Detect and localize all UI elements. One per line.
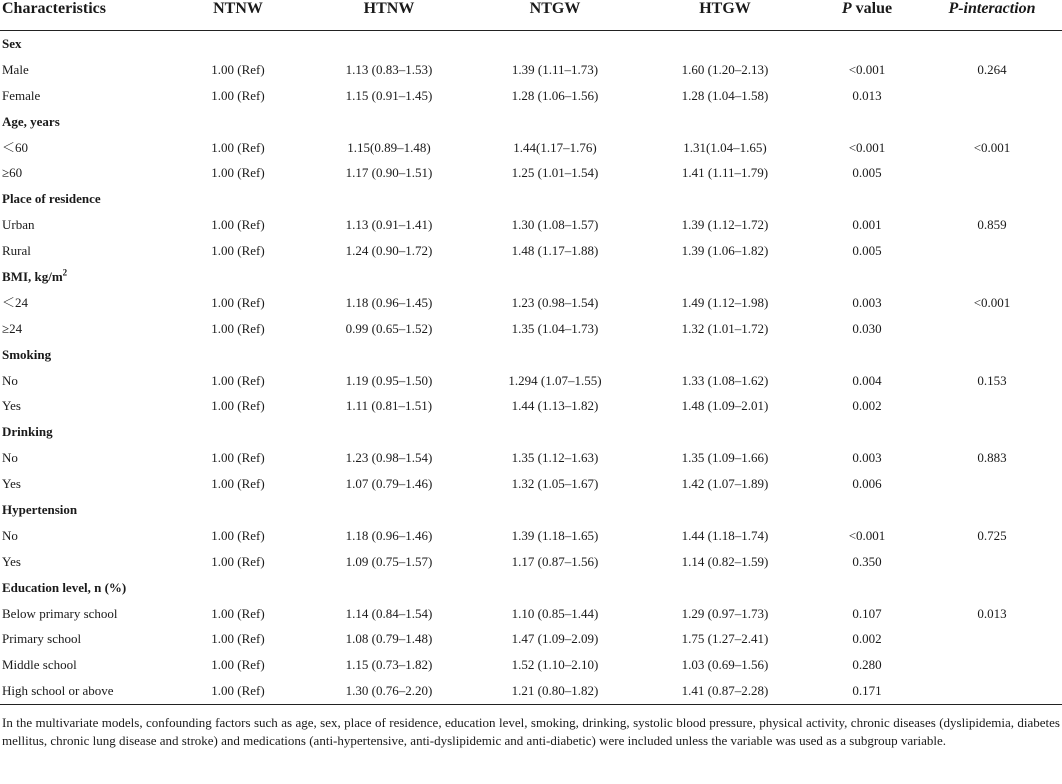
group-row-age bbox=[0, 109, 1062, 135]
cell-ntnw: 1.00 (Ref) bbox=[211, 294, 265, 310]
cell-p-value: 0.005 bbox=[852, 165, 882, 181]
cell-ntnw: 1.00 (Ref) bbox=[211, 527, 265, 543]
cell-p-interaction: 0.153 bbox=[977, 372, 1007, 388]
cell-p-interaction: 0.264 bbox=[977, 61, 1007, 77]
cell-p-value: 0.003 bbox=[852, 450, 882, 466]
cell-p-interaction: <0.001 bbox=[973, 294, 1011, 310]
cell-htgw: 1.39 (1.06–1.82) bbox=[681, 243, 769, 259]
cell-p-interaction bbox=[922, 652, 1062, 678]
cell-ntnw: 1.00 (Ref) bbox=[211, 553, 265, 569]
cell-ntgw: 1.25 (1.01–1.54) bbox=[511, 165, 599, 181]
cell-htgw: 1.28 (1.04–1.58) bbox=[681, 87, 769, 103]
group-row-smoking bbox=[0, 342, 1062, 368]
cell-p-value: 0.003 bbox=[852, 294, 882, 310]
cell-ntgw: 1.10 (0.85–1.44) bbox=[511, 605, 599, 621]
cell-htgw: 1.39 (1.12–1.72) bbox=[681, 217, 769, 233]
cell-ntgw: 1.23 (0.98–1.54) bbox=[511, 294, 599, 310]
cell-ntgw: 1.28 (1.06–1.56) bbox=[511, 87, 599, 103]
cell-ntgw: 1.39 (1.11–1.73) bbox=[511, 61, 599, 77]
group-row-sex bbox=[0, 31, 1062, 57]
cell-htnw: 1.11 (0.81–1.51) bbox=[345, 398, 433, 414]
cell-p-interaction: <0.001 bbox=[973, 139, 1011, 155]
cell-p-value: 0.006 bbox=[852, 476, 882, 492]
cell-ntnw: 1.00 (Ref) bbox=[211, 165, 265, 181]
row-label: ＜60 bbox=[2, 139, 29, 155]
col-header-ntnw: NTNW bbox=[213, 0, 263, 17]
cell-htgw: 1.75 (1.27–2.41) bbox=[681, 631, 769, 647]
table-row bbox=[0, 445, 1062, 471]
cell-htgw: 1.44 (1.18–1.74) bbox=[681, 527, 769, 543]
group-label: Sex bbox=[2, 35, 22, 51]
cell-ntnw: 1.00 (Ref) bbox=[211, 217, 265, 233]
table-row bbox=[0, 316, 1062, 342]
group-row-hypertension bbox=[0, 497, 1062, 523]
group-label: Smoking bbox=[2, 346, 52, 362]
row-label: High school or above bbox=[2, 683, 114, 699]
cell-p-value: 0.002 bbox=[852, 398, 882, 414]
cell-htnw: 1.14 (0.84–1.54) bbox=[345, 605, 433, 621]
cell-ntgw: 1.44 (1.13–1.82) bbox=[511, 398, 599, 414]
cell-p-interaction: 0.013 bbox=[977, 605, 1007, 621]
cell-p-interaction bbox=[922, 83, 1062, 109]
cell-p-value: <0.001 bbox=[848, 527, 886, 543]
cell-htgw: 1.31(1.04–1.65) bbox=[683, 139, 767, 155]
table-row bbox=[0, 393, 1062, 419]
table-row bbox=[0, 626, 1062, 652]
row-label: No bbox=[2, 527, 18, 543]
cell-htnw: 1.24 (0.90–1.72) bbox=[345, 243, 433, 259]
cell-htgw: 1.60 (1.20–2.13) bbox=[681, 61, 769, 77]
cell-htgw: 1.35 (1.09–1.66) bbox=[681, 450, 769, 466]
table-row bbox=[0, 83, 1062, 109]
cell-ntgw: 1.52 (1.10–2.10) bbox=[511, 657, 599, 673]
row-label: Primary school bbox=[2, 631, 82, 647]
cell-ntnw: 1.00 (Ref) bbox=[211, 398, 265, 414]
group-label bbox=[0, 264, 170, 290]
group-label: Age, years bbox=[2, 113, 60, 129]
cell-htnw: 1.30 (0.76–2.20) bbox=[345, 683, 433, 699]
cell-ntnw: 1.00 (Ref) bbox=[211, 605, 265, 621]
group-row-bmi bbox=[0, 264, 1062, 290]
cell-p-interaction bbox=[922, 316, 1062, 342]
row-label: Urban bbox=[2, 217, 35, 233]
cell-p-value: 0.002 bbox=[852, 631, 882, 647]
table-row bbox=[0, 368, 1062, 394]
cell-p-interaction: 0.883 bbox=[977, 450, 1007, 466]
bmi-label: BMI, kg/m bbox=[2, 268, 63, 284]
cell-p-interaction bbox=[922, 678, 1062, 704]
cell-ntnw: 1.00 (Ref) bbox=[211, 450, 265, 466]
cell-htgw: 1.49 (1.12–1.98) bbox=[681, 294, 769, 310]
cell-htgw: 1.42 (1.07–1.89) bbox=[681, 476, 769, 492]
cell-p-value: 0.171 bbox=[852, 683, 882, 699]
cell-ntgw: 1.17 (0.87–1.56) bbox=[511, 553, 599, 569]
cell-ntnw: 1.00 (Ref) bbox=[211, 139, 265, 155]
cell-p-value: 0.013 bbox=[852, 87, 882, 103]
group-row-drinking bbox=[0, 419, 1062, 445]
table-row bbox=[0, 212, 1062, 238]
row-label: Rural bbox=[2, 243, 31, 259]
cell-p-interaction bbox=[922, 471, 1062, 497]
cell-ntgw: 1.35 (1.12–1.63) bbox=[511, 450, 599, 466]
cell-ntgw: 1.294 (1.07–1.55) bbox=[508, 372, 602, 388]
cell-ntgw: 1.30 (1.08–1.57) bbox=[511, 217, 599, 233]
cell-p-value: <0.001 bbox=[848, 61, 886, 77]
table-row bbox=[0, 160, 1062, 186]
table-row bbox=[0, 601, 1062, 627]
cell-htnw: 1.15(0.89–1.48) bbox=[347, 139, 431, 155]
cell-p-interaction: 0.859 bbox=[977, 217, 1007, 233]
row-label: No bbox=[2, 372, 18, 388]
p-value-rest: value bbox=[851, 0, 893, 17]
cell-ntnw: 1.00 (Ref) bbox=[211, 372, 265, 388]
cell-ntnw: 1.00 (Ref) bbox=[211, 683, 265, 699]
row-label: Yes bbox=[2, 476, 21, 492]
cell-p-value: 0.280 bbox=[852, 657, 882, 673]
cell-htgw: 1.03 (0.69–1.56) bbox=[681, 657, 769, 673]
cell-ntnw: 1.00 (Ref) bbox=[211, 61, 265, 77]
cell-ntnw: 1.00 (Ref) bbox=[211, 320, 265, 336]
cell-p-interaction bbox=[922, 626, 1062, 652]
cell-ntnw: 1.00 (Ref) bbox=[211, 631, 265, 647]
col-header-htnw: HTNW bbox=[363, 0, 415, 17]
cell-p-value: 0.030 bbox=[852, 320, 882, 336]
table-row bbox=[0, 290, 1062, 316]
row-label: ≥24 bbox=[2, 320, 23, 336]
cell-htnw: 1.23 (0.98–1.54) bbox=[345, 450, 433, 466]
cell-htnw: 1.15 (0.73–1.82) bbox=[345, 657, 433, 673]
cell-htgw: 1.29 (0.97–1.73) bbox=[681, 605, 769, 621]
cell-ntgw: 1.39 (1.18–1.65) bbox=[511, 527, 599, 543]
cell-p-interaction bbox=[922, 393, 1062, 419]
col-header-characteristics: Characteristics bbox=[2, 0, 106, 17]
cell-ntgw: 1.35 (1.04–1.73) bbox=[511, 320, 599, 336]
group-row-education bbox=[0, 575, 1062, 601]
cell-p-value: 0.001 bbox=[852, 217, 882, 233]
row-label: ＜24 bbox=[2, 294, 29, 310]
cell-ntgw: 1.47 (1.09–2.09) bbox=[511, 631, 599, 647]
cell-htnw: 1.13 (0.91–1.41) bbox=[345, 217, 433, 233]
cell-htgw: 1.48 (1.09–2.01) bbox=[681, 398, 769, 414]
bmi-superscript: 2 bbox=[62, 267, 68, 278]
cell-htnw: 1.08 (0.79–1.48) bbox=[345, 631, 433, 647]
group-row-residence bbox=[0, 186, 1062, 212]
header-row bbox=[0, 0, 1062, 31]
row-label: Below primary school bbox=[2, 605, 118, 621]
group-label: Place of residence bbox=[2, 191, 101, 207]
row-label: No bbox=[2, 450, 18, 466]
col-header-p-value bbox=[812, 0, 922, 31]
cell-htnw: 1.13 (0.83–1.53) bbox=[345, 61, 433, 77]
table-row bbox=[0, 135, 1062, 161]
cell-htgw: 1.41 (1.11–1.79) bbox=[681, 165, 769, 181]
cell-htgw: 1.32 (1.01–1.72) bbox=[681, 320, 769, 336]
cell-ntnw: 1.00 (Ref) bbox=[211, 87, 265, 103]
cell-ntgw: 1.48 (1.17–1.88) bbox=[511, 243, 599, 259]
cell-ntgw: 1.32 (1.05–1.67) bbox=[511, 476, 599, 492]
cell-htgw: 1.41 (0.87–2.28) bbox=[681, 683, 769, 699]
cell-htnw: 1.17 (0.90–1.51) bbox=[345, 165, 433, 181]
table-row bbox=[0, 238, 1062, 264]
row-label: Middle school bbox=[2, 657, 77, 673]
cell-htgw: 1.14 (0.82–1.59) bbox=[681, 553, 769, 569]
row-label: Female bbox=[2, 87, 41, 103]
cell-ntgw: 1.21 (0.80–1.82) bbox=[511, 683, 599, 699]
group-label: Drinking bbox=[2, 424, 53, 440]
cell-htnw: 1.19 (0.95–1.50) bbox=[345, 372, 433, 388]
cell-ntgw: 1.44(1.17–1.76) bbox=[513, 139, 597, 155]
cell-htgw: 1.33 (1.08–1.62) bbox=[681, 372, 769, 388]
cell-p-value: 0.350 bbox=[852, 553, 882, 569]
row-label: Male bbox=[2, 61, 29, 77]
group-label: Education level, n (%) bbox=[2, 579, 127, 595]
cell-p-value: 0.004 bbox=[852, 372, 882, 388]
table-row bbox=[0, 652, 1062, 678]
col-header-htgw: HTGW bbox=[699, 0, 751, 17]
col-header-p-interaction: P-interaction bbox=[948, 0, 1036, 17]
row-label: ≥60 bbox=[2, 165, 23, 181]
cell-htnw: 1.18 (0.96–1.46) bbox=[345, 527, 433, 543]
cell-htnw: 1.07 (0.79–1.46) bbox=[345, 476, 433, 492]
table-row bbox=[0, 57, 1062, 83]
table-footnote: In the multivariate models, confounding factors such as age, sex, place of residence, education level, smoking, drinking, systolic blood pressure, physical activity, chronic diseases (dyslipidemia, diabetes mellitus, chronic lung disease and stroke) and medications (anti-hypertensive, anti-dyslipidemic and anti-diabetic) were included unless the variable was used as a subgroup variable. bbox=[2, 715, 1060, 748]
cell-ntnw: 1.00 (Ref) bbox=[211, 243, 265, 259]
cell-p-value: 0.107 bbox=[852, 605, 882, 621]
cell-ntnw: 1.00 (Ref) bbox=[211, 657, 265, 673]
cell-p-value: <0.001 bbox=[848, 139, 886, 155]
cell-p-interaction: 0.725 bbox=[977, 527, 1007, 543]
cell-p-interaction bbox=[922, 549, 1062, 575]
col-header-ntgw: NTGW bbox=[529, 0, 581, 17]
cell-p-value: 0.005 bbox=[852, 243, 882, 259]
table-row bbox=[0, 678, 1062, 704]
cell-htnw: 1.09 (0.75–1.57) bbox=[345, 553, 433, 569]
table-row bbox=[0, 523, 1062, 549]
row-label: Yes bbox=[2, 398, 21, 414]
cell-ntnw: 1.00 (Ref) bbox=[211, 476, 265, 492]
p-italic: P bbox=[841, 0, 852, 17]
group-label: Hypertension bbox=[2, 501, 78, 517]
cell-htnw: 1.18 (0.96–1.45) bbox=[345, 294, 433, 310]
cell-htnw: 1.15 (0.91–1.45) bbox=[345, 87, 433, 103]
cell-htnw: 0.99 (0.65–1.52) bbox=[345, 320, 433, 336]
table-row bbox=[0, 471, 1062, 497]
cell-p-interaction bbox=[922, 160, 1062, 186]
row-label: Yes bbox=[2, 553, 21, 569]
table-row bbox=[0, 549, 1062, 575]
cell-p-interaction bbox=[922, 238, 1062, 264]
